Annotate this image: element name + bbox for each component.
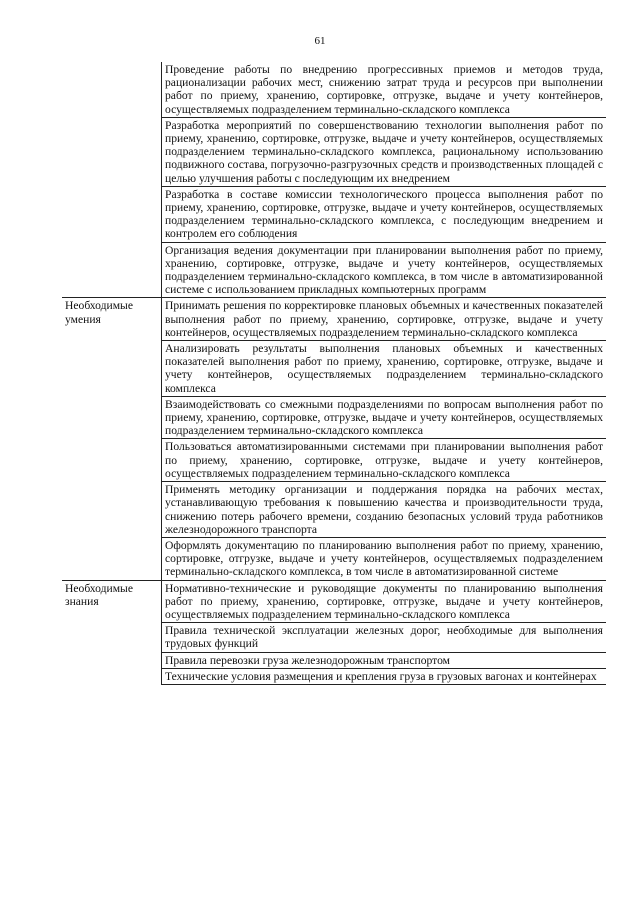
row-text: Взаимодействовать со смежными подразделениями по вопросам выполнения работ по приему, хранению, сортировке, отгрузке, выдаче и учету контейнеров, осуществляемых подразделением терминально-складского комплекса — [162, 396, 607, 439]
table-row — [62, 537, 606, 580]
table-row — [62, 652, 606, 668]
table-row — [62, 62, 606, 117]
row-text: Пользоваться автоматизированными системами при планировании выполнения работ по приему, хранению, сортировке, отгрузке, выдаче и учету контейнеров, осуществляемых подразделением терминально-складского комплекса — [162, 439, 607, 482]
requirements-table — [62, 62, 606, 685]
row-label — [62, 623, 162, 652]
row-label — [62, 242, 162, 298]
table-row — [62, 439, 606, 482]
row-label — [62, 186, 162, 242]
table-row — [62, 668, 606, 684]
table-row — [62, 186, 606, 242]
table-row — [62, 242, 606, 298]
table-row — [62, 580, 606, 623]
row-label — [62, 439, 162, 482]
row-label — [62, 62, 162, 117]
row-label — [62, 117, 162, 186]
row-text: Правила перевозки груза железнодорожным транспортом — [162, 652, 607, 668]
row-text: Правила технической эксплуатации железных дорог, необходимые для выполнения трудовых функций — [162, 623, 607, 652]
row-label — [62, 668, 162, 684]
row-label — [62, 482, 162, 538]
row-label — [62, 652, 162, 668]
row-text: Проведение работы по внедрению прогрессивных приемов и методов труда, рационализации рабочих мест, снижению затрат труда и ресурсов при выполнении работ по приему, хранению, сортировке, отгрузке, выдаче и учету контейнеров, осуществляемых подразделением терминально-складского комплекса — [165, 63, 603, 116]
row-label — [62, 537, 162, 580]
table-row — [62, 396, 606, 439]
row-text: Организация ведения документации при планировании выполнения работ по приему, хранению, сортировке, отгрузке, выдаче и учету контейнеров, осуществляемых подразделением терминально-складского комплекса, в том числе в автоматизированной системе с использованием прикладных компьютерных программ — [162, 242, 607, 298]
row-text: Технические условия размещения и крепления груза в грузовых вагонах и контейнерах — [162, 668, 607, 684]
table-row — [62, 298, 606, 341]
section-label-skills: Необходимые умения — [62, 298, 162, 341]
row-label — [62, 341, 162, 397]
table-row — [62, 623, 606, 652]
table-row — [62, 117, 606, 186]
row-text: Разработка мероприятий по совершенствованию технологии выполнения работ по приему, хранению, сортировке, отгрузке, выдаче и учету контейнеров, осуществляемых подразделением терминально-складского комплекса, рациональному использованию подвижного состава, погрузочно-разгрузочных средств и производственных площадей с целью улучшения работы с последующим их внедрением — [162, 117, 607, 186]
row-text: Разработка в составе комиссии технологического процесса выполнения работ по приему, хранению, сортировке, отгрузке, выдаче и учету контейнеров, осуществляемых подразделением терминально-складского комплекса, с последующим внедрением и контролем его соблюдения — [162, 186, 607, 242]
row-text: Нормативно-технические и руководящие документы по планированию выполнения работ по приему, хранению, сортировке, отгрузке, выдаче и учету контейнеров, осуществляемых подразделением терминально-складского комплекса — [162, 580, 607, 623]
row-text: Принимать решения по корректировке плановых объемных и качественных показателей выполнения работ по приему, хранению, сортировке, отгрузке, выдаче и учету контейнеров, осуществляемых подразделением терминально-складского комплекса — [162, 298, 607, 341]
row-text: Применять методику организации и поддержания порядка на рабочих местах, устанавливающую требования к повышению качества и производительности труда, снижению потерь рабочего времени, созданию безопасных условий труда работников железнодорожного транспорта — [162, 482, 607, 538]
row-label — [62, 396, 162, 439]
section-label-knowledge: Необходимые знания — [62, 580, 162, 623]
page-number: 61 — [314, 35, 326, 47]
table-row — [62, 482, 606, 538]
row-text: Анализировать результаты выполнения плановых объемных и качественных показателей выполнения работ по приему, хранению, сортировке, отгрузке, выдаче и учету контейнеров, осуществляемых подразделением терминально-складского комплекса — [162, 341, 607, 397]
row-text: Оформлять документацию по планированию выполнения работ по приему, хранению, сортировке, отгрузке, выдаче и учету контейнеров, осуществляемых подразделением терминально-складского комплекса, в том числе в автоматизированной системе — [162, 537, 607, 580]
table-row — [62, 341, 606, 397]
